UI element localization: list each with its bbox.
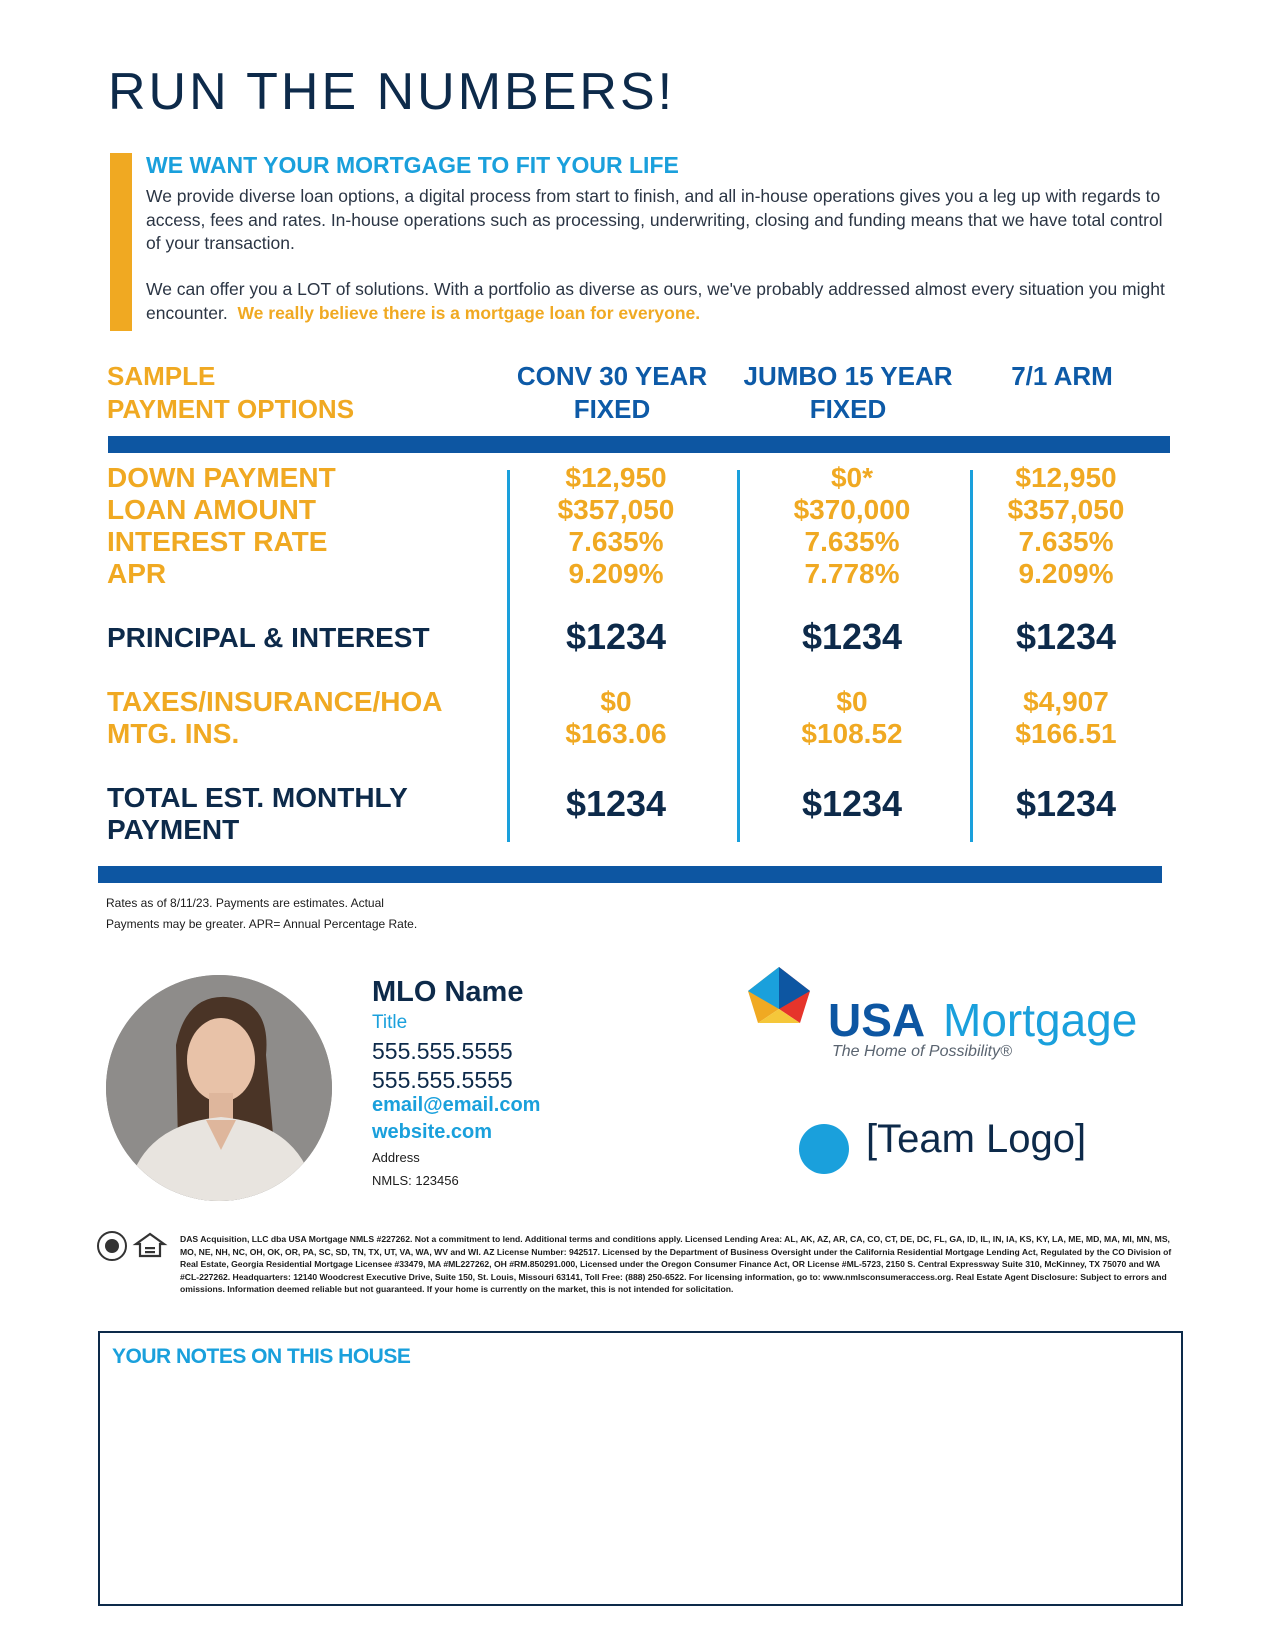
person-silhouette-icon: [106, 975, 332, 1201]
column-header-line1: 7/1 ARM: [1011, 361, 1113, 391]
column-header-line1: JUMBO 15 YEAR: [743, 361, 953, 391]
cell-principal-interest: $1234: [801, 616, 903, 657]
intro-heading: WE WANT YOUR MORTGAGE TO FIT YOUR LIFE: [146, 152, 679, 178]
intro-paragraph-1: We provide diverse loan options, a digital process from start to finish, and all in-house operations gives you a leg up with regards to access, fees and rates. In-house operations such as processing, underwriting, closing and funding means that we have total control of your transaction.: [146, 186, 1163, 253]
table-corner-line2: PAYMENT OPTIONS: [107, 394, 355, 424]
mlo-email-link[interactable]: email@email.com: [372, 1094, 541, 1116]
mlo-title: Title: [372, 1012, 408, 1033]
notes-title: YOUR NOTES ON THIS HOUSE: [112, 1345, 411, 1368]
cell-loan-amount: $357,050: [1007, 494, 1125, 525]
column-header-jumbo-15: [728, 360, 968, 426]
mlo-name: MLO Name: [372, 976, 524, 1008]
row-label-total-line1: TOTAL EST. MONTHLY: [107, 782, 408, 813]
brand-tagline: The Home of Possibility®: [832, 1043, 1012, 1060]
table-corner-line1: SAMPLE: [107, 361, 216, 391]
cell-principal-interest: $1234: [565, 616, 667, 657]
intro-accent-bar: [110, 153, 132, 331]
cell-apr: 9.209%: [568, 558, 664, 589]
cell-loan-amount: $357,050: [557, 494, 675, 525]
column-header-line2: FIXED: [573, 394, 651, 424]
team-logo-text: [Team Logo]: [866, 1117, 1087, 1161]
cell-total: $1234: [565, 783, 667, 824]
row-label-total-line2: PAYMENT: [107, 814, 240, 845]
intro-highlight: We really believe there is a mortgage loan for everyone.: [237, 302, 701, 323]
mlo-phone-2[interactable]: 555.555.5555: [372, 1067, 513, 1093]
cell-mtg-ins: $166.51: [1015, 718, 1117, 749]
row-label-apr: APR: [107, 558, 167, 589]
mlo-address: Address: [372, 1150, 420, 1165]
cell-total: $1234: [801, 783, 903, 824]
row-label-mtg-ins: MTG. INS.: [107, 718, 240, 749]
row-label-total-monthly: [107, 782, 408, 846]
brand-name-light: Mortgage: [943, 994, 1138, 1046]
disclaimer-line2: Payments may be greater. APR= Annual Percentage Rate.: [106, 917, 418, 931]
cell-principal-interest: $1234: [1015, 616, 1117, 657]
usa-mortgage-house-icon: [746, 965, 812, 1030]
cell-down-payment: $12,950: [1015, 462, 1117, 493]
disclaimer-line1: Rates as of 8/11/23. Payments are estimates. Actual: [106, 896, 384, 910]
cell-taxes: $0: [836, 686, 868, 717]
cell-interest-rate: 7.635%: [1018, 526, 1114, 557]
row-label-taxes: TAXES/INSURANCE/HOA: [107, 686, 443, 717]
mlo-website-link[interactable]: website.com: [372, 1121, 493, 1143]
cell-taxes: $0: [600, 686, 632, 717]
mlo-phone-1[interactable]: 555.555.5555: [372, 1038, 513, 1064]
cell-mtg-ins: $163.06: [565, 718, 667, 749]
rate-disclaimer: [106, 893, 466, 935]
column-header-arm: [942, 360, 1182, 393]
cell-apr: 7.778%: [804, 558, 900, 589]
intro-paragraph-2: [146, 278, 1166, 325]
mlo-photo: [106, 975, 332, 1201]
column-header-line2: FIXED: [809, 394, 887, 424]
row-label-principal-interest: PRINCIPAL & INTEREST: [107, 622, 430, 653]
row-label-loan-amount: LOAN AMOUNT: [107, 494, 316, 525]
cell-mtg-ins: $108.52: [801, 718, 903, 749]
equal-housing-icons: [96, 1230, 176, 1267]
intro-paragraph-2-text: We can offer you a LOT of solutions. With a portfolio as diverse as ours, we've probably addressed almost every situation you might encounter.: [146, 279, 1165, 323]
team-logo-dot-icon: [799, 1124, 849, 1174]
notes-box[interactable]: [98, 1331, 1183, 1606]
cell-loan-amount: $370,000: [793, 494, 911, 525]
page-title: RUN THE NUMBERS!: [108, 63, 676, 121]
mlo-nmls: NMLS: 123456: [372, 1173, 459, 1188]
cell-apr: 9.209%: [1018, 558, 1114, 589]
table-corner-header: [107, 360, 354, 426]
cell-down-payment: $12,950: [565, 462, 667, 493]
cell-interest-rate: 7.635%: [804, 526, 900, 557]
column-header-line1: CONV 30 YEAR: [516, 361, 708, 391]
brand-name-bold: USA: [828, 994, 926, 1046]
column-header-conv-30: [492, 360, 732, 426]
cell-total: $1234: [1015, 783, 1117, 824]
cell-taxes: $4,907: [1023, 686, 1109, 717]
row-label-down-payment: DOWN PAYMENT: [107, 462, 336, 493]
legal-disclosure: DAS Acquisition, LLC dba USA Mortgage NMLS #227262. Not a commitment to lend. Additional terms and conditions apply. Licensed Lending Area: AL, AK, AZ, AR, CA, CO, CT, DE, DC, FL, GA, ID, IL, IN, IA, KS, KY, LA, ME, MD, MA, MI, MN, MS, MO, NE, NH, NC, OH, OK, OR, PA, SC, SD, TN, TX, UT, VA, WA, WV and WI. AZ License Number: 942517. Licensed by the Department of Business Oversight under the California Residential Mortgage Lending Act, Regulated by the CO Division of Real Estate, Georgia Residential Mortgage Licensee #33479, MA #ML227262, OH #RM.850291.000, Licensed under the Oregon Consumer Finance Act, OR License #ML-5723, 2150 S. Central Expressway Suite 310, McKinney, TX 75070 and WA #CL-227262. Headquarters: 12140 Woodcrest Executive Drive, Suite 150, St. Louis, Missouri 63141, Toll Free: (888) 250-6522. For licensing information, go to: www.nmlsconsumeraccess.org. Real Estate Agent Disclosure: Subject to errors and omissions. Information deemed reliable but not guaranteed. If your home is currently on the market, this is not intended for solicitation.: [180, 1234, 1172, 1295]
table-top-rule: [108, 436, 1170, 453]
row-label-interest-rate: INTEREST RATE: [107, 526, 328, 557]
cell-down-payment: $0*: [830, 462, 874, 493]
table-bottom-rule: [98, 866, 1162, 883]
cell-interest-rate: 7.635%: [568, 526, 664, 557]
